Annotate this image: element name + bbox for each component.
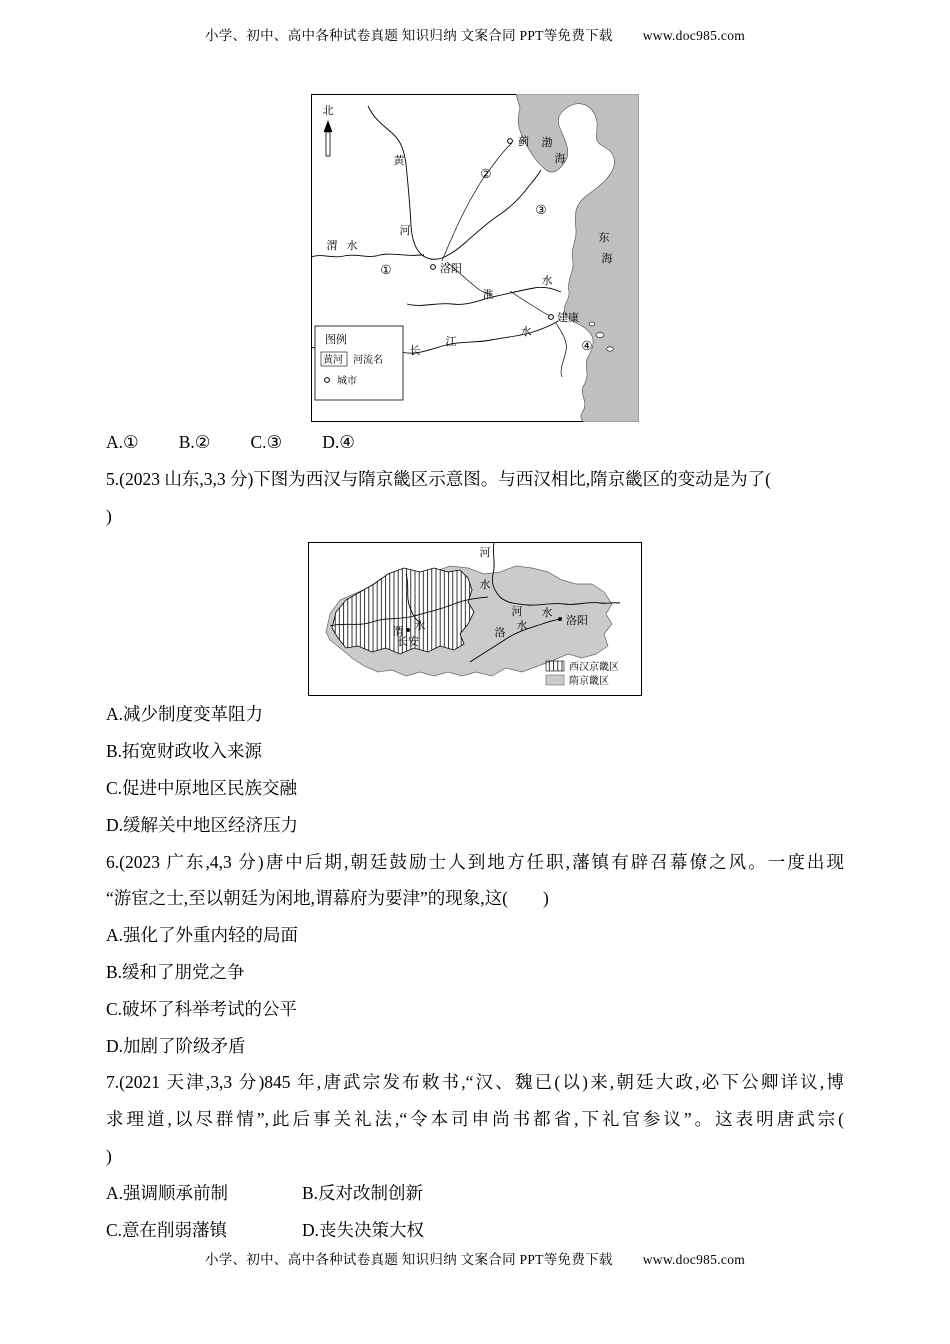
question7-text-line1: 7.(2021 天津,3,3 分)845 年,唐武宗发布敕书,“汉、魏已(以)来,朝廷大政,必下公卿详议,博: [106, 1072, 844, 1093]
wei-river-label2-char-1: 渭: [392, 626, 404, 639]
luo-river-label-char-1: 洛: [494, 627, 506, 640]
he-river-h-label-char-1: 河: [511, 606, 523, 619]
city-luoyang2-label: 洛阳: [566, 615, 588, 628]
question5-text-line2: ): [106, 505, 112, 526]
marker-3: ③: [535, 203, 547, 217]
he-river-v-label-char-1: 河: [479, 547, 491, 560]
canal-map-figure: [106, 94, 844, 422]
yellow-river-label-char-2: 河: [399, 225, 411, 237]
north-label: 北: [322, 105, 334, 117]
question4-options: [106, 424, 844, 461]
yangtze-label-char-2: 江: [445, 336, 457, 348]
q4-option-a: A.①: [106, 432, 139, 452]
wei-river-label2-char-2: 水: [414, 620, 426, 633]
canal-map-svg: [311, 94, 639, 422]
huai-river-label-char-1: 淮: [482, 289, 494, 301]
donghai-sea-label-char-1: 东: [598, 232, 610, 244]
question6-option-c: C.破坏了科举考试的公平: [106, 998, 298, 1019]
question6-text-line2: “游宦之士,至以朝廷为闲地,谓幕府为要津”的现象,这( ): [106, 888, 549, 909]
bohai-sea-label-char-1: 渤: [541, 137, 553, 149]
legend-han-swatch: [546, 661, 564, 671]
city-luoyang2-symbol: [558, 617, 562, 621]
legend-city-label: 城市: [337, 376, 357, 387]
q7-option-a: A.强调顺承前制: [106, 1182, 229, 1203]
city-changan-label: 长安: [397, 636, 419, 649]
q7-option-d: D.丧失决策大权: [302, 1219, 425, 1240]
island: [607, 347, 614, 351]
wei-river-label-char-2: 水: [346, 240, 358, 252]
capital-region-map-figure: [106, 542, 844, 696]
island: [589, 322, 595, 326]
question6-option-d: D.加剧了阶级矛盾: [106, 1035, 246, 1056]
yangtze-label-char-1: 长: [409, 345, 421, 357]
q7-option-b: B.反对改制创新: [302, 1182, 424, 1203]
question6-text-line1: 6.(2023 广东,4,3 分)唐中后期,朝廷鼓励士人到地方任职,藩镇有辟召幕僚之风。一度出现: [106, 851, 844, 872]
q4-option-b: B.②: [178, 432, 211, 452]
city-ji-label: 蓟: [518, 136, 529, 148]
legend-sui-swatch: [546, 675, 564, 685]
city-luoyang-label: 洛阳: [440, 263, 462, 275]
capital-region-map-svg: [308, 542, 642, 696]
city-luoyang-symbol: [431, 265, 436, 270]
header-url: www.doc985.com: [642, 28, 746, 43]
document-content: [106, 88, 844, 1248]
marker-1: ①: [380, 263, 392, 277]
marker-4: ④: [581, 339, 593, 353]
question5-option-d: D.缓解关中地区经济压力: [106, 814, 299, 835]
question7-text-line2: 求理道,以尽群情”,此后事关礼法,“令本司申尚书都省,下礼官参议”。这表明唐武宗(: [106, 1109, 844, 1130]
question7-options-row2: [106, 1212, 844, 1249]
island: [596, 333, 604, 338]
question7-text-line3: ): [106, 1145, 112, 1166]
q4-option-c: C.③: [250, 432, 283, 452]
he-river-v-label-char-2: 水: [479, 579, 491, 592]
legend-sui-label: 隋京畿区: [569, 676, 609, 688]
page-footer: [0, 1248, 950, 1268]
marker-2: ②: [480, 167, 492, 181]
city-jiankang-label: 建康: [557, 312, 579, 324]
city-changan-symbol: [406, 628, 410, 632]
q7-option-c: C.意在削弱藩镇: [106, 1219, 228, 1240]
luo-river-label-char-2: 水: [516, 620, 528, 633]
page-header: [0, 24, 950, 44]
north-arrow-shaft: [326, 132, 330, 156]
question5-option-a: A.减少制度变革阻力: [106, 704, 264, 725]
donghai-sea-label-char-2: 海: [601, 253, 613, 265]
question5-option-b: B.拓宽财政收入来源: [106, 741, 263, 762]
yangtze-label-char-3: 水: [520, 326, 532, 338]
bohai-sea-label-char-2: 海: [554, 153, 566, 165]
footer-url: www.doc985.com: [642, 1252, 746, 1267]
header-text: 小学、初中、高中各种试卷真题 知识归纳 文案合同 PPT等免费下载: [204, 28, 613, 43]
question7-options-row1: [106, 1175, 844, 1212]
city-jiankang-symbol: [549, 315, 554, 320]
legend-river-label: 河流名: [353, 355, 383, 366]
question5-option-c: C.促进中原地区民族交融: [106, 777, 298, 798]
footer-text: 小学、初中、高中各种试卷真题 知识归纳 文案合同 PPT等免费下载: [204, 1252, 613, 1267]
yellow-river-label-char-1: 黄: [393, 155, 405, 167]
huai-river-label-char-2: 水: [541, 275, 553, 287]
question5-text-line1: 5.(2023 山东,3,3 分)下图为西汉与隋京畿区示意图。与西汉相比,隋京畿区的变动是为了(: [106, 468, 771, 489]
q4-option-d: D.④: [322, 432, 355, 452]
legend-han-label: 西汉京畿区: [569, 662, 619, 674]
wei-river-label-char-1: 渭: [326, 240, 338, 252]
legend-city-symbol: [325, 378, 330, 383]
question6-option-a: A.强化了外重内轻的局面: [106, 925, 299, 946]
question6-option-b: B.缓和了朋党之争: [106, 961, 245, 982]
he-river-h-label-char-2: 水: [541, 607, 553, 620]
legend-river-sample: 黄河: [323, 355, 343, 366]
city-ji-symbol: [508, 139, 513, 144]
map1-legend-title: 图例: [325, 334, 347, 346]
